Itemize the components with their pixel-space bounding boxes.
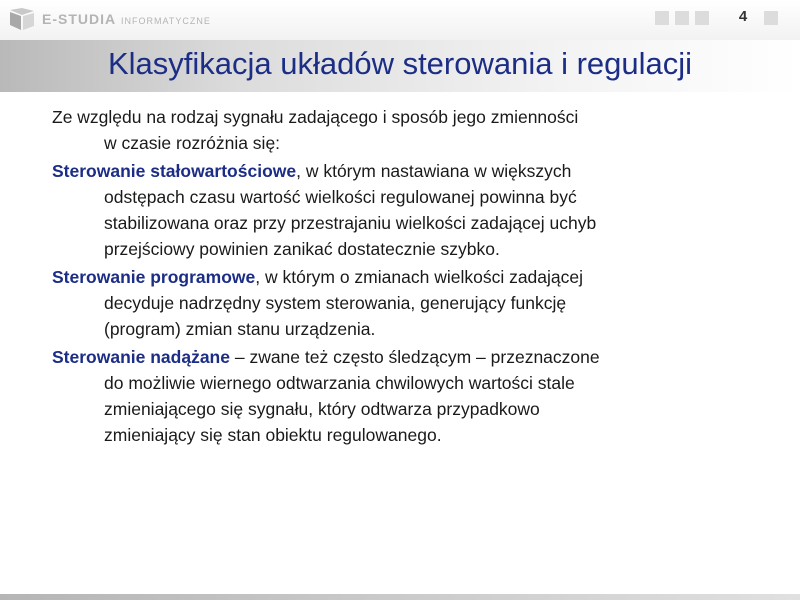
term-label: Sterowanie programowe — [52, 267, 256, 287]
text-line: do możliwie wiernego odtwarzania chwilowych wartości stale — [104, 373, 575, 393]
nav-square — [675, 11, 689, 25]
text-line: (program) zmian stanu urządzenia. — [104, 319, 376, 339]
text-line — [52, 264, 762, 290]
paragraph-program-control — [52, 264, 762, 342]
bottom-bar — [0, 594, 800, 600]
text-line — [52, 158, 762, 184]
text-line: przejściowy powinien zanikać dostatecznie szybko. — [104, 239, 500, 259]
slide-header — [0, 0, 800, 40]
paragraph-tracking-control — [52, 344, 762, 448]
term-label: Sterowanie nadążane — [52, 347, 230, 367]
term-label: Sterowanie stałowartościowe — [52, 161, 297, 181]
text-line: odstępach czasu wartość wielkości regulowanej powinna być — [104, 187, 577, 207]
text-line: decyduje nadrzędny system sterowania, generujący funkcję — [104, 293, 567, 313]
text-line: w czasie rozróżnia się: — [104, 133, 281, 153]
page-number: 4 — [738, 8, 748, 25]
text-line — [52, 344, 762, 370]
text-line: zmieniający się stan obiektu regulowanego. — [104, 425, 442, 445]
text-line: Ze względu na rodzaj sygnału zadającego i sposób jego zmienności — [52, 107, 579, 127]
paragraph-intro — [52, 104, 762, 156]
text-span: , w którym nastawiana w większych — [296, 161, 572, 181]
nav-square — [655, 11, 669, 25]
nav-square — [695, 11, 709, 25]
logo — [8, 6, 211, 32]
text-line: zmieniającego się sygnału, który odtwarza przypadkowo — [104, 399, 540, 419]
paragraph-constant-control — [52, 158, 762, 262]
logo-text: E-STUDIA INFORMATYCZNE — [42, 11, 211, 27]
slide-nav-squares — [655, 11, 784, 25]
slide-title: Klasyfikacja układów sterowania i regulacji — [107, 46, 693, 81]
slide-body — [52, 104, 762, 450]
nav-square — [764, 11, 778, 25]
text-span: , w którym o zmianach wielkości zadającej — [255, 267, 584, 287]
logo-icon — [8, 6, 36, 32]
text-span: – zwane też często śledzącym – przeznaczone — [229, 347, 600, 367]
text-line: stabilizowana oraz przy przestrajaniu wielkości zadającej uchyb — [104, 213, 597, 233]
